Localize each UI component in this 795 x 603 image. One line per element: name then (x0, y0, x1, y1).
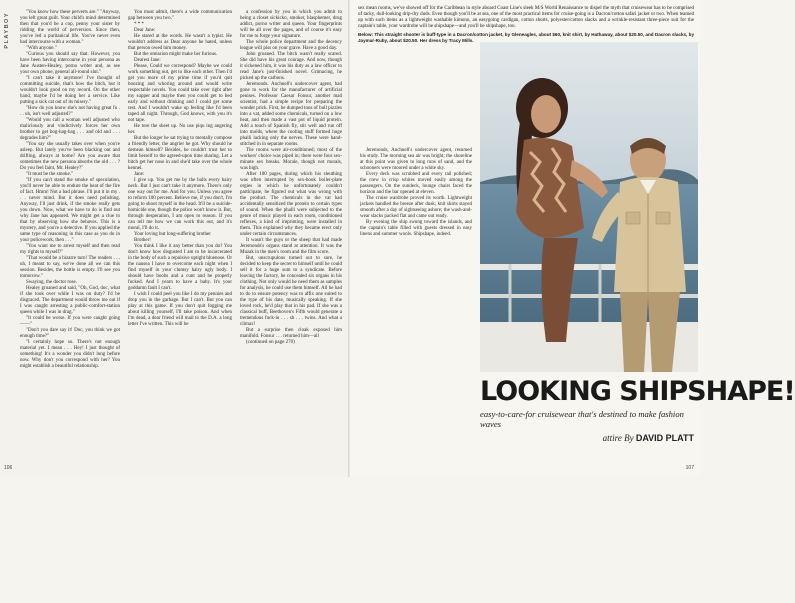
text-column-3 (240, 10, 342, 465)
text-column-1 (20, 10, 120, 440)
paragraph: a confession by you in which you admit to being a closet sickicko, smoker, blasphemer, drug addict, porno writer and queen. Your fingerprints will be all over the pages, and of course it's easy for me to forge your signature. (240, 10, 342, 39)
paragraph: Your loving but long-suffering brother (134, 232, 211, 237)
paragraph: "How do you know she's not having great fu . . . uh, isn't well adjusted?" (20, 106, 120, 117)
paragraph: "You say she usually takes over when you're asleep. But lately you've been blacking out and drifting, always at home? Are you aware that sometimes the new persona absorbs the old . . . ? Do you feel faint, Mr. Healey?" (20, 142, 120, 171)
paragraph: It wasn't the guys or the sheep that had made Jeremonds's organs stand at attention. It was the Muzak in the men's room and the film score. (240, 238, 342, 255)
paragraph: I wish I could peel you like I do my pennies and drop you in the garbage. But I can't. But you can play at this game. If you don't quit fogging me about killing yourself, I'll take poison. And when I'm dead, a dear friend will mail to the D.A. a long letter I've written. This will be (128, 292, 232, 327)
paragraph: "Would you call a woman well adjusted who maliciously and vindictively forces her own brother to get bog-hag-bag . . . and old and . . . degrades him?" (20, 118, 120, 141)
caption-credits: Below: This straight shooter is buff-type in a Dacron/cotton jacket, by Gleneagles, about $60, knit shirt, by Hathaway, about $20.50, and Dacron slacks, by Jaymar-Ruby, about $20.50. Her dress by Tracy Mills. (358, 32, 694, 43)
paragraph: * * * (134, 22, 144, 27)
article-title: LOOKING SHIPSHAPE! (480, 376, 795, 407)
page-number-right: 107 (685, 465, 694, 471)
page-number-left: 106 (4, 465, 13, 471)
paragraph: (continued on page 270) (246, 340, 295, 345)
paragraph: Dear Jane: (134, 28, 156, 33)
paragraph: But, unscrupulous turned out to sure, he decided to keep the secret to himself until he could sell it for a huge sum to a syndicate. Before leaving the factory, he concealed six organs in his clothing. Not only would he need them as samples for analysis, he could use them himself. All he had to do to ensure potency was to affix one suited to the type of his date, musically speaking. If she loved rock, he'd play that in his pad. If she was a classical buff, Beethoven's Fifth would generate a tremendous fuck-in . . . sh . . . twins. And what a climax! (240, 256, 342, 327)
paragraph: But the omission might make her furious. (134, 52, 218, 57)
paragraph: "I can't take it anymore! I've thought of committing suicide, that's how the bitch, but it wouldn't look good on my record. On the other hand, maybe I'd be doing her a service. Like putting a sick cat out of its misery." (20, 76, 120, 105)
paragraph: "Don't you dare say it! Doc, you think we got enough time?" (20, 328, 120, 339)
paragraph: "You know how these perverts are." "Anyway, you left great guilt. Your child's mind determined then that you'd be a cop, penny your sister by ridding the world of perversion. Since then, you've led a puritanical life. You've never even had intercourse with a woman." (20, 10, 120, 45)
paragraph: But a surprise then cloak exposed him manifold. Fonsur . . . returned him—all (240, 328, 342, 339)
caption-text: sex mean rooms, we've showed off for the Caribbean in style aboard Coast Line's sleek M/S World Renaissance to dispel the myth that cruisewear has to be comprised of tacky, dull-looking drip-dry duds. Even though you'll be at sea, one of the most practical items for cruise-going is a Dacron/cotton safari jacket or two. When teamed up with such items as a lightweight washable kimono, an easygoing cardigan, cotton shorts, polyester/cotton slacks and a wrinkle-resistant three-piece suit for the captain's table, your wardrobe will be shipshape—and you'll be shipshape, too. (358, 6, 694, 29)
paragraph: "I certainly hope so. There's not enough material yet. I mean . . . Hey! I just thought of something! It's a wonder you didn't long before now. Why don't you correspond with her? You might establish a beautiful relationship. (20, 340, 120, 369)
byline (480, 433, 694, 443)
fashion-photo (480, 42, 698, 372)
caption-box (358, 6, 694, 46)
paragraph: You must admit, there's a wide communication gap between you two." (128, 10, 232, 21)
paragraph: But the longer he sat trying to mentally compose a friendly letter, the angrier he got. Why should he demean himself? Besides, he couldn't trust her to limit herself to the agreed-upon time sharing. Let a bitch get her nose in and she'd take over the whole kennel. (128, 136, 232, 171)
paragraph: After 100 pages, during which his sleuthing was often interrupted by sex-book boiler-plate orgies in which he unfortunately couldn't participate, he figured out what was wrong with the product. The chemicals in the vat had accidentally sensitized the protein to certain types of sound. When the phalli were subjected to the genre of music played in each room, conditioned reflexes, a kind of imprinting, were installed in them. This explained why they became erect only under certain circumstances. (240, 172, 342, 237)
paragraph: Brother! (134, 238, 151, 243)
paragraph: He stared at the words. He wasn't a typist. He wouldn't address as Dear anyone he hated, unless that person owed him money. (128, 34, 232, 51)
paragraph: He tore the sheet up. No use piqu ing angering her. (128, 124, 232, 135)
paragraph: Dearest Jane: (134, 58, 161, 63)
text-column-4 (360, 148, 472, 603)
paragraph: "Curious you should say that. However, you have been having intercourse in your persona as Jane Austen-Healey, porno writer and, as see your own phone, general all-round slut." (20, 52, 120, 75)
paragraph: Jeremonds, Anchnell's undercover agent, resumed his study. The morning sea air was bright; the shoreline at this point was given to long runs of sand, and the schooners were moored under a white sky. (360, 148, 472, 171)
paragraph: "You want me to arrest myself and then read my rights to myself?" (20, 244, 120, 255)
paragraph: The whole police department and the decency league will piss on your grave. Have a good day. (240, 40, 342, 51)
paragraph: Please, Could we correspond? Maybe we could work something out, get to like each other. Then I'd get you more of my prime time if you'd quit boozing and whoring around and would write respectable novels. You could take over right after my supper and maybe then you could get to bed early and without drinking and I could get some rest. And I wouldn't wake up feeling like I'd been taped all night. Through, God knows, with you it's not tape. (128, 64, 232, 123)
paragraph: By evening the ship swung toward the islands, and the captain's table filled with guests dressed in easy linens and summer wools. Shipshape, indeed. (360, 220, 472, 237)
paragraph: The cruise wardrobe proved its worth. Lightweight jackets handled the breeze after dusk; knit shirts stayed smooth after a day of sightseeing ashore; the wash-and-wear slacks packed flat and came out ready. (360, 196, 472, 219)
paragraph: Every deck was scrubbed and every rail polished; the crew in crisp whites moved easily among the passengers. On the sundeck, lounge chairs faced the horizon and the bar opened at eleven. (360, 172, 472, 195)
paragraph: Swaying, the doctor rose. (26, 280, 77, 285)
byline-name: DAVID PLATT (635, 433, 694, 443)
paragraph: "With anyone." (26, 46, 57, 51)
left-page (0, 0, 350, 477)
text-column-2 (128, 10, 232, 465)
article-subtitle: easy-to-care-for cruisewear that's destined to make fashion waves (480, 409, 684, 429)
paragraph: "It must be the smoke." (26, 172, 73, 177)
paragraph: Jane: (134, 172, 145, 177)
paragraph: "That would be a bizarre turn! The readers . . . uh, I meant to say, we've done all we can this session. Besides, the bottle is empty. I'll see you tomorrow." (20, 256, 120, 279)
running-head: PLAYBOY (4, 12, 10, 49)
paragraph: Healey groaned and said, "Oh, God, doc, what if she took over while I was on duty? I'd be disgraced. The department would throw me out if I was caught arresting a public-comfort-station queen while I was in drag." (20, 286, 120, 315)
paragraph: "It could be worse. If you were caught going——" (20, 316, 120, 327)
paragraph: The rooms were air-conditioned; most of the workers' choice was piped in; there were four sex-minute sex breaks. Morale, though not morals, was high. (240, 148, 342, 171)
photo-illustration (480, 42, 698, 372)
article-title-block (480, 376, 795, 443)
paragraph: "If you can't stand the smoke of speculation, you'll never be able to endure the heat of the fire of fact. Hmm! Not a bad phrase. I'll put it in my . . . never mind. But it does need polishing. Anyway, I'll just drink, if the smoke really gets you down. Now, what we have to do is find out why Jane has appeared. We might get a clue to that by observing how she behaves. This is a mystery, and you're a detective. If you applied the same type of reasoning in this case as you do in your policework, then . . ." (20, 178, 120, 243)
paragraph: You think I like it any better than you do? You don't know how disgusted I am to be incarcerated in the body of such a repulsive uptight bluenose. Or the nausea I have to overcome each night when I find myself in your clumsy hairy ugly body. I should have boobs and a cunt and be properly fucked. And I yearn to have a baby. It's your goddamn fault I can't. (128, 244, 232, 291)
byline-prefix: attire By (602, 433, 634, 443)
paragraph: John groaned. The bitch wasn't really scared. She did have his great courage. And now, though it sickened him, it was his duty as a law officer to read Jane's just-finished novel. Grimacing, he picked up the carbons. (240, 52, 342, 81)
paragraph: Jeremonds. Anchnell's undercover agent, had gone to work for the manufacturer of artificial penises. Professor Caesar Fonsur, another mad scientist, had a simple recipe for preparing the wonder prick. First, he dumped tons of bull pizzles into a vat, added some chemicals, turned on a low heat, and then made a vast pot of liquid protein. Add a touch of Spanish fly, stir well and run off into molds, where the cooling stuff formed huge phalli lacking only the nerves. These were hand-stitched in in separate rooms. (240, 82, 342, 147)
paragraph: I give up. You get me by the balls every hairy neck. But I just can't take it anymore. There's only one way out for me. And for you. Unless you agree to reform 100 percent. Believe me, if you don't, I'm going to shoot myself in the head. It'll be a suicide-homicide one, though the police won't know it. But, through desperation, I am open to reason. If you can tell me how we can work this out, and it's moral, I'll do it. (128, 178, 232, 231)
